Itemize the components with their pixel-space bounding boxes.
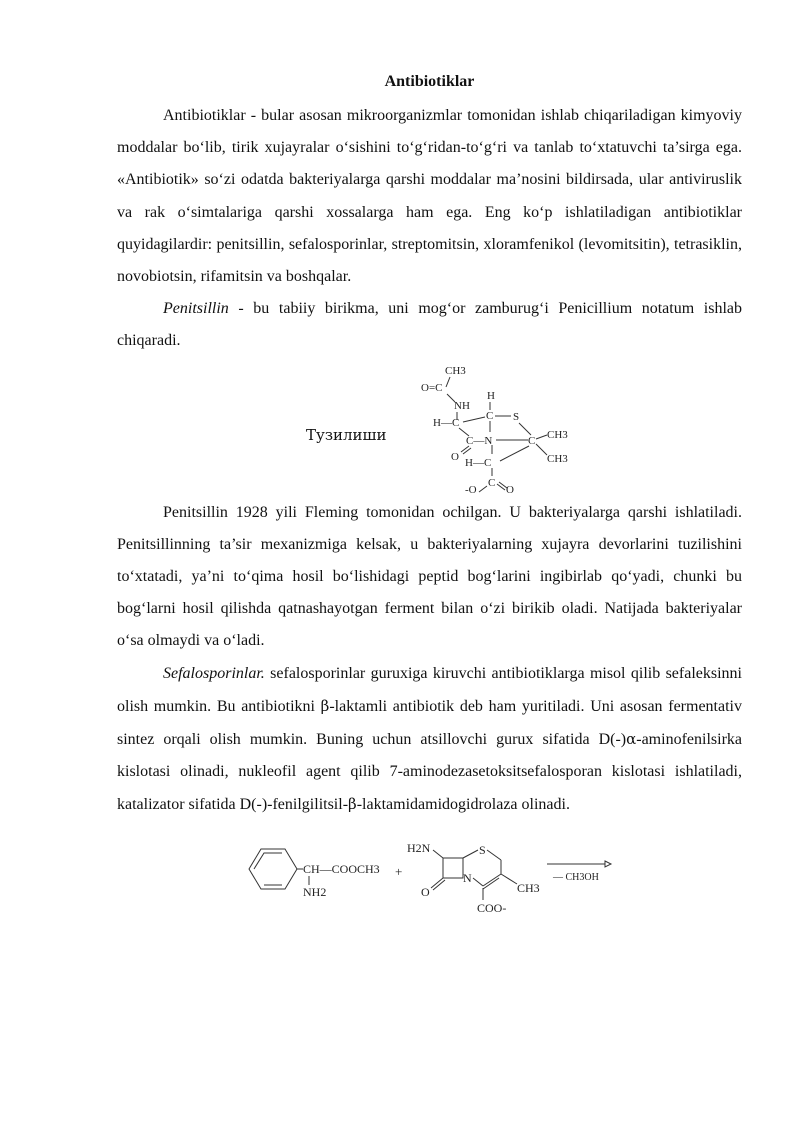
struct-o-minus: -O [465, 483, 477, 493]
cephalosporins-text-a: sefalosporinlar guruxiga kiruvchi antibiotiklarga misol qilib sefaleksinni olish mumkin. Bu antibiotikni [117, 664, 742, 715]
reactant1-ch-cooch3: CH—COOCH3 [303, 861, 380, 876]
paragraph-penicillin-intro [117, 293, 742, 357]
reactant2-coo-minus: COO- [477, 900, 507, 915]
paragraph-penicillin-discovery: Penitsillin 1928 yili Fleming tomonidan ochilgan. U bakteriyalarga qarshi ishlatiladi. Penitsillinning ta’sir mexanizmiga kelsak, u bakteriyalarning xujayra devorlarini tuzilishini to‘xtatadi, ya’ni to‘qima hosil bo‘lishidagi peptid bog‘larini ingibirlab qo‘yadi, chunki bu bog‘larni hosil qilishda qatnashayotgan ferment bilan o‘zi birikib oladi. Natijada bakteriyalar o‘sa olmaydi va o‘ladi. [117, 503, 742, 650]
struct-h-top: H [487, 389, 495, 402]
struct-s: S [513, 410, 520, 423]
beta-symbol: β [348, 795, 357, 814]
cephalexin-reaction-block [117, 832, 742, 922]
term-cephalosporins: Sefalosporinlar. [163, 664, 265, 682]
term-penicillin: Penitsillin [163, 300, 229, 318]
struct-ch3-top: CH3 [445, 364, 466, 377]
structure-label: Тузилиши [306, 425, 387, 444]
cephalosporins-text-d: -laktamidamidogidrolaza olinadi. [356, 796, 570, 814]
struct-o-eq-c: O=C [421, 381, 443, 394]
struct-ch3-right-1: CH3 [547, 428, 568, 441]
cephalosporins-text-c: -aminofenilsirka kislotasi olinadi, nukleofil agent qilib 7-aminodezasetoksitsefalosporan kislotasi ishlatiladi, katalizator sifatida D(-)-fenilgilitsil- [117, 731, 742, 814]
cephalosporins-text-b: -laktamli antibiotik deb ham yuritiladi. Uni asosan fermentativ sintez orqali olish mumkin. Buning uchun atsillovchi gurux sifatida D(-) [117, 697, 742, 749]
reactant1-nh2: NH2 [303, 884, 327, 899]
struct-h-c-left: H—C [433, 416, 460, 429]
alpha-symbol: α [626, 730, 637, 749]
penicillin-structure-block [117, 360, 742, 493]
reactant2-h2n: H2N [407, 840, 431, 855]
reactant2-n: N [463, 870, 472, 885]
plus-sign: + [395, 863, 403, 879]
paragraph-cephalosporins [117, 658, 742, 822]
document-page [117, 70, 742, 922]
penicillin-structure-diagram [407, 360, 577, 493]
struct-c-n: C—N [466, 434, 493, 447]
document-title: Antibiotiklar [384, 73, 475, 90]
struct-c-right: C [528, 434, 536, 447]
struct-c-top: C [486, 409, 494, 422]
struct-c-carboxyl: C [488, 476, 496, 489]
reactant2-o: O [421, 884, 430, 899]
reactant2-s: S [479, 842, 486, 857]
benzene-ring [249, 849, 297, 889]
penicillin-intro-text: - bu tabiiy birikma, uni mog‘or zamburug‘i Penicillium notatum ishlab chiqaradi. [117, 300, 742, 350]
reactant2-ch3: CH3 [517, 880, 540, 895]
struct-h-c-bottom: H—C [465, 456, 492, 469]
paragraph-antibiotics-intro: Antibiotiklar - bular asosan mikroorganizmlar tomonidan ishlab chiqariladigan kimyoviy moddalar bo‘lib, tirik xujayralar o‘sishini to‘g‘ridan-to‘g‘ri va tanlab to‘xtatuvchi ta’sirga ega. «Antibiotik» so‘zi odatda bakteriyalarga qarshi moddalar ma’nosini bildirsada, ular antiviruslik va rak o‘simtalariga qarshi xossalarga ham ega. Eng ko‘p ishlatiladigan antibiotiklar quyidagilardir: penitsillin, sefalosporinlar, streptomitsin, xloramfenikol (levomitsitin), tetrasiklin, novobiotsin, rifamitsin va boshqalar. [117, 107, 742, 286]
reaction-scheme-diagram [239, 832, 739, 922]
byproduct-ch3oh: — CH3OH [553, 871, 599, 883]
struct-ch3-right-2: CH3 [547, 452, 568, 465]
struct-o-double: O [506, 483, 514, 493]
beta-symbol: β [320, 696, 330, 715]
struct-nh: NH [454, 399, 470, 412]
struct-o-left: O [451, 450, 459, 463]
